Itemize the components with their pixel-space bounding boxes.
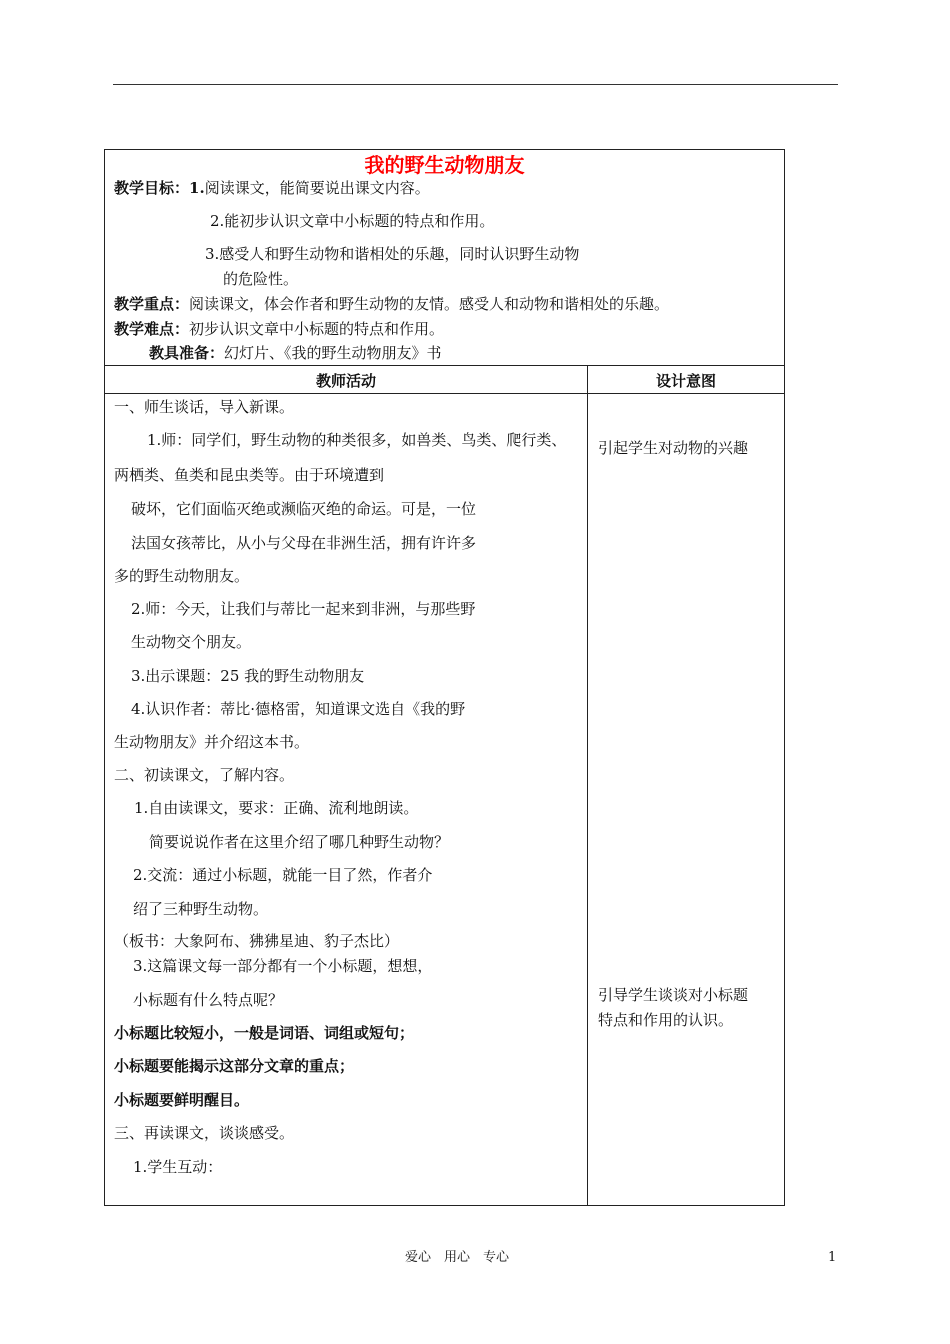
list-item: 3.出示课题：25 我的野生动物朋友 bbox=[131, 667, 365, 685]
list-item: 一、师生谈话，导入新课。 bbox=[114, 398, 295, 416]
footer-slogan: 爱心 用心 专心 bbox=[405, 1250, 510, 1265]
list-item: 1.师：同学们，野生动物的种类很多，如兽类、鸟类、爬行类、 bbox=[147, 431, 567, 449]
list-item: 1.自由读课文，要求：正确、流利地朗读。 bbox=[134, 799, 419, 817]
list-item: 三、再读课文，谈谈感受。 bbox=[114, 1124, 295, 1142]
key-point-text: 阅读课文，体会作者和野生动物的友情。感受人和动物和谐相处的乐趣。 bbox=[189, 295, 670, 313]
materials-text: 幻灯片、《我的野生动物朋友》书 bbox=[224, 344, 442, 362]
list-item: 4.认识作者：蒂比·德格雷，知道课文选自《我的野 bbox=[131, 700, 466, 718]
list-item: 破坏，它们面临灭绝或濒临灭绝的命运。可是，一位 bbox=[131, 500, 477, 518]
table-header-top-rule bbox=[105, 365, 784, 366]
list-item: 2.交流：通过小标题，就能一目了然，作者介 bbox=[133, 866, 433, 884]
difficulty-row bbox=[114, 319, 444, 339]
list-item: 小标题要能揭示这部分文章的重点； bbox=[114, 1057, 355, 1075]
design-intent-header: 设计意图 bbox=[655, 372, 716, 390]
header-rule bbox=[113, 84, 838, 85]
list-item: 1.学生互动： bbox=[133, 1158, 223, 1176]
list-item: 生动物交个朋友。 bbox=[131, 633, 252, 651]
objective-1-number: 1. bbox=[189, 179, 205, 197]
list-item: 多的野生动物朋友。 bbox=[114, 567, 250, 585]
table-header-bottom-rule bbox=[105, 393, 784, 394]
difficulty-label: 教学难点： bbox=[114, 320, 190, 338]
list-item: 小标题比较短小，一般是词语、词组或短句； bbox=[114, 1024, 415, 1042]
list-item: 小标题要鲜明醒目。 bbox=[114, 1091, 250, 1109]
materials-label: 教具准备： bbox=[149, 344, 225, 362]
lesson-title: 我的野生动物朋友 bbox=[364, 153, 525, 177]
materials-row bbox=[149, 343, 442, 363]
objective-2: 2.能初步认识文章中小标题的特点和作用。 bbox=[210, 212, 495, 230]
lesson-plan-table bbox=[104, 149, 785, 1206]
list-item: 法国女孩蒂比，从小与父母在非洲生活，拥有许许多 bbox=[131, 534, 477, 552]
objective-1: 阅读课文，能简要说出课文内容。 bbox=[204, 179, 430, 197]
list-item: （板书：大象阿布、狒狒星迪、豹子杰比） bbox=[114, 932, 400, 950]
design-intent-2-line-1: 引导学生谈谈对小标题 bbox=[598, 986, 749, 1004]
column-divider bbox=[587, 365, 588, 1205]
list-item: 二、初读课文，了解内容。 bbox=[114, 766, 295, 784]
design-intent-1: 引起学生对动物的兴趣 bbox=[598, 439, 749, 457]
difficulty-text: 初步认识文章中小标题的特点和作用。 bbox=[189, 320, 445, 338]
list-item: 两栖类、鱼类和昆虫类等。由于环境遭到 bbox=[114, 466, 385, 484]
key-point-label: 教学重点： bbox=[114, 295, 190, 313]
objectives-label: 教学目标： bbox=[114, 179, 190, 197]
page-number: 1 bbox=[828, 1250, 837, 1265]
list-item: 2.师：今天，让我们与蒂比一起来到非洲，与那些野 bbox=[131, 600, 476, 618]
list-item: 3.这篇课文每一部分都有一个小标题，想想， bbox=[133, 957, 433, 975]
design-intent-2-line-2: 特点和作用的认识。 bbox=[598, 1011, 734, 1029]
teacher-activity-header: 教师活动 bbox=[315, 372, 376, 390]
objective-3-line-1: 3.感受人和野生动物和谐相处的乐趣，同时认识野生动物 bbox=[205, 245, 580, 263]
list-item: 绍了三种野生动物。 bbox=[133, 900, 269, 918]
key-point-row bbox=[114, 294, 669, 314]
list-item: 小标题有什么特点呢？ bbox=[133, 991, 284, 1009]
objective-3-line-2: 的危险性。 bbox=[223, 270, 299, 288]
list-item: 简要说说作者在这里介绍了哪几种野生动物？ bbox=[149, 833, 450, 851]
objectives-row bbox=[114, 178, 430, 198]
list-item: 生动物朋友》并介绍这本书。 bbox=[114, 733, 310, 751]
